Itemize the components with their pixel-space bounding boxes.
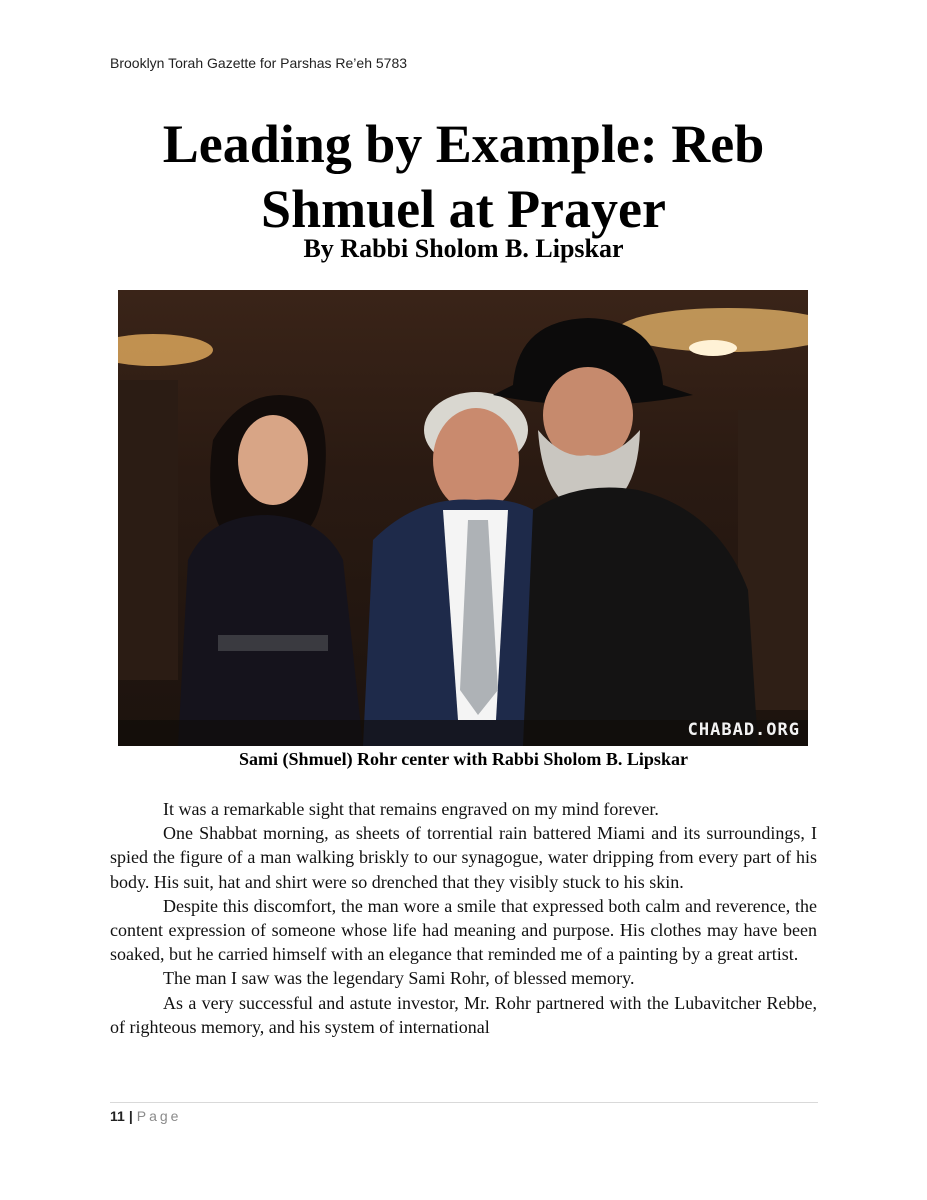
footer-separator: | xyxy=(128,1108,133,1124)
woman-belt xyxy=(218,635,328,651)
photo-caption: Sami (Shmuel) Rohr center with Rabbi Sholom B. Lipskar xyxy=(239,749,688,769)
rabbi-suit xyxy=(523,488,758,747)
article-body xyxy=(110,797,817,1039)
article-paragraph: It was a remarkable sight that remains engraved on my mind forever. xyxy=(163,799,659,819)
page-footer xyxy=(110,1108,181,1124)
center-man-face xyxy=(433,408,519,512)
woman-face xyxy=(238,415,308,505)
page-label: Page xyxy=(136,1108,182,1124)
wall-panel xyxy=(118,380,178,680)
running-header: Brooklyn Torah Gazette for Parshas Re’eh 5783 xyxy=(110,55,408,71)
article-photo xyxy=(118,290,808,746)
woman-dress xyxy=(178,515,363,746)
ceiling-light xyxy=(118,334,213,366)
photo-illustration xyxy=(118,290,808,746)
article-paragraph: The man I saw was the legendary Sami Rohr, of blessed memory. xyxy=(163,968,635,989)
footer-divider xyxy=(110,1102,818,1103)
article-title: Leading by Example: Reb Shmuel at Prayer xyxy=(162,114,765,239)
article-paragraph: Despite this discomfort, the man wore a smile that expressed both calm and reverence, the content expression of someone whose life had meaning and purpose. His clothes may have been soaked, but he carried himself with an elegance that reminded me of a painting by a great artist. xyxy=(110,895,817,965)
article-byline: By Rabbi Sholom B. Lipskar xyxy=(303,234,624,263)
ceiling-lamp xyxy=(689,340,737,356)
page-number: 11 xyxy=(110,1108,125,1124)
article-paragraph: As a very successful and astute investor, Mr. Rohr partnered with the Lubavitcher Rebbe, of righteous memory, and his system of international xyxy=(110,992,817,1037)
photo-watermark: CHABAD.ORG xyxy=(687,720,800,740)
article-paragraph: One Shabbat morning, as sheets of torrential rain battered Miami and its surroundings, I spied the figure of a man walking briskly to our synagogue, water dripping from every part of his body. His suit, hat and shirt were so drenched that they visibly stuck to his skin. xyxy=(110,823,817,892)
